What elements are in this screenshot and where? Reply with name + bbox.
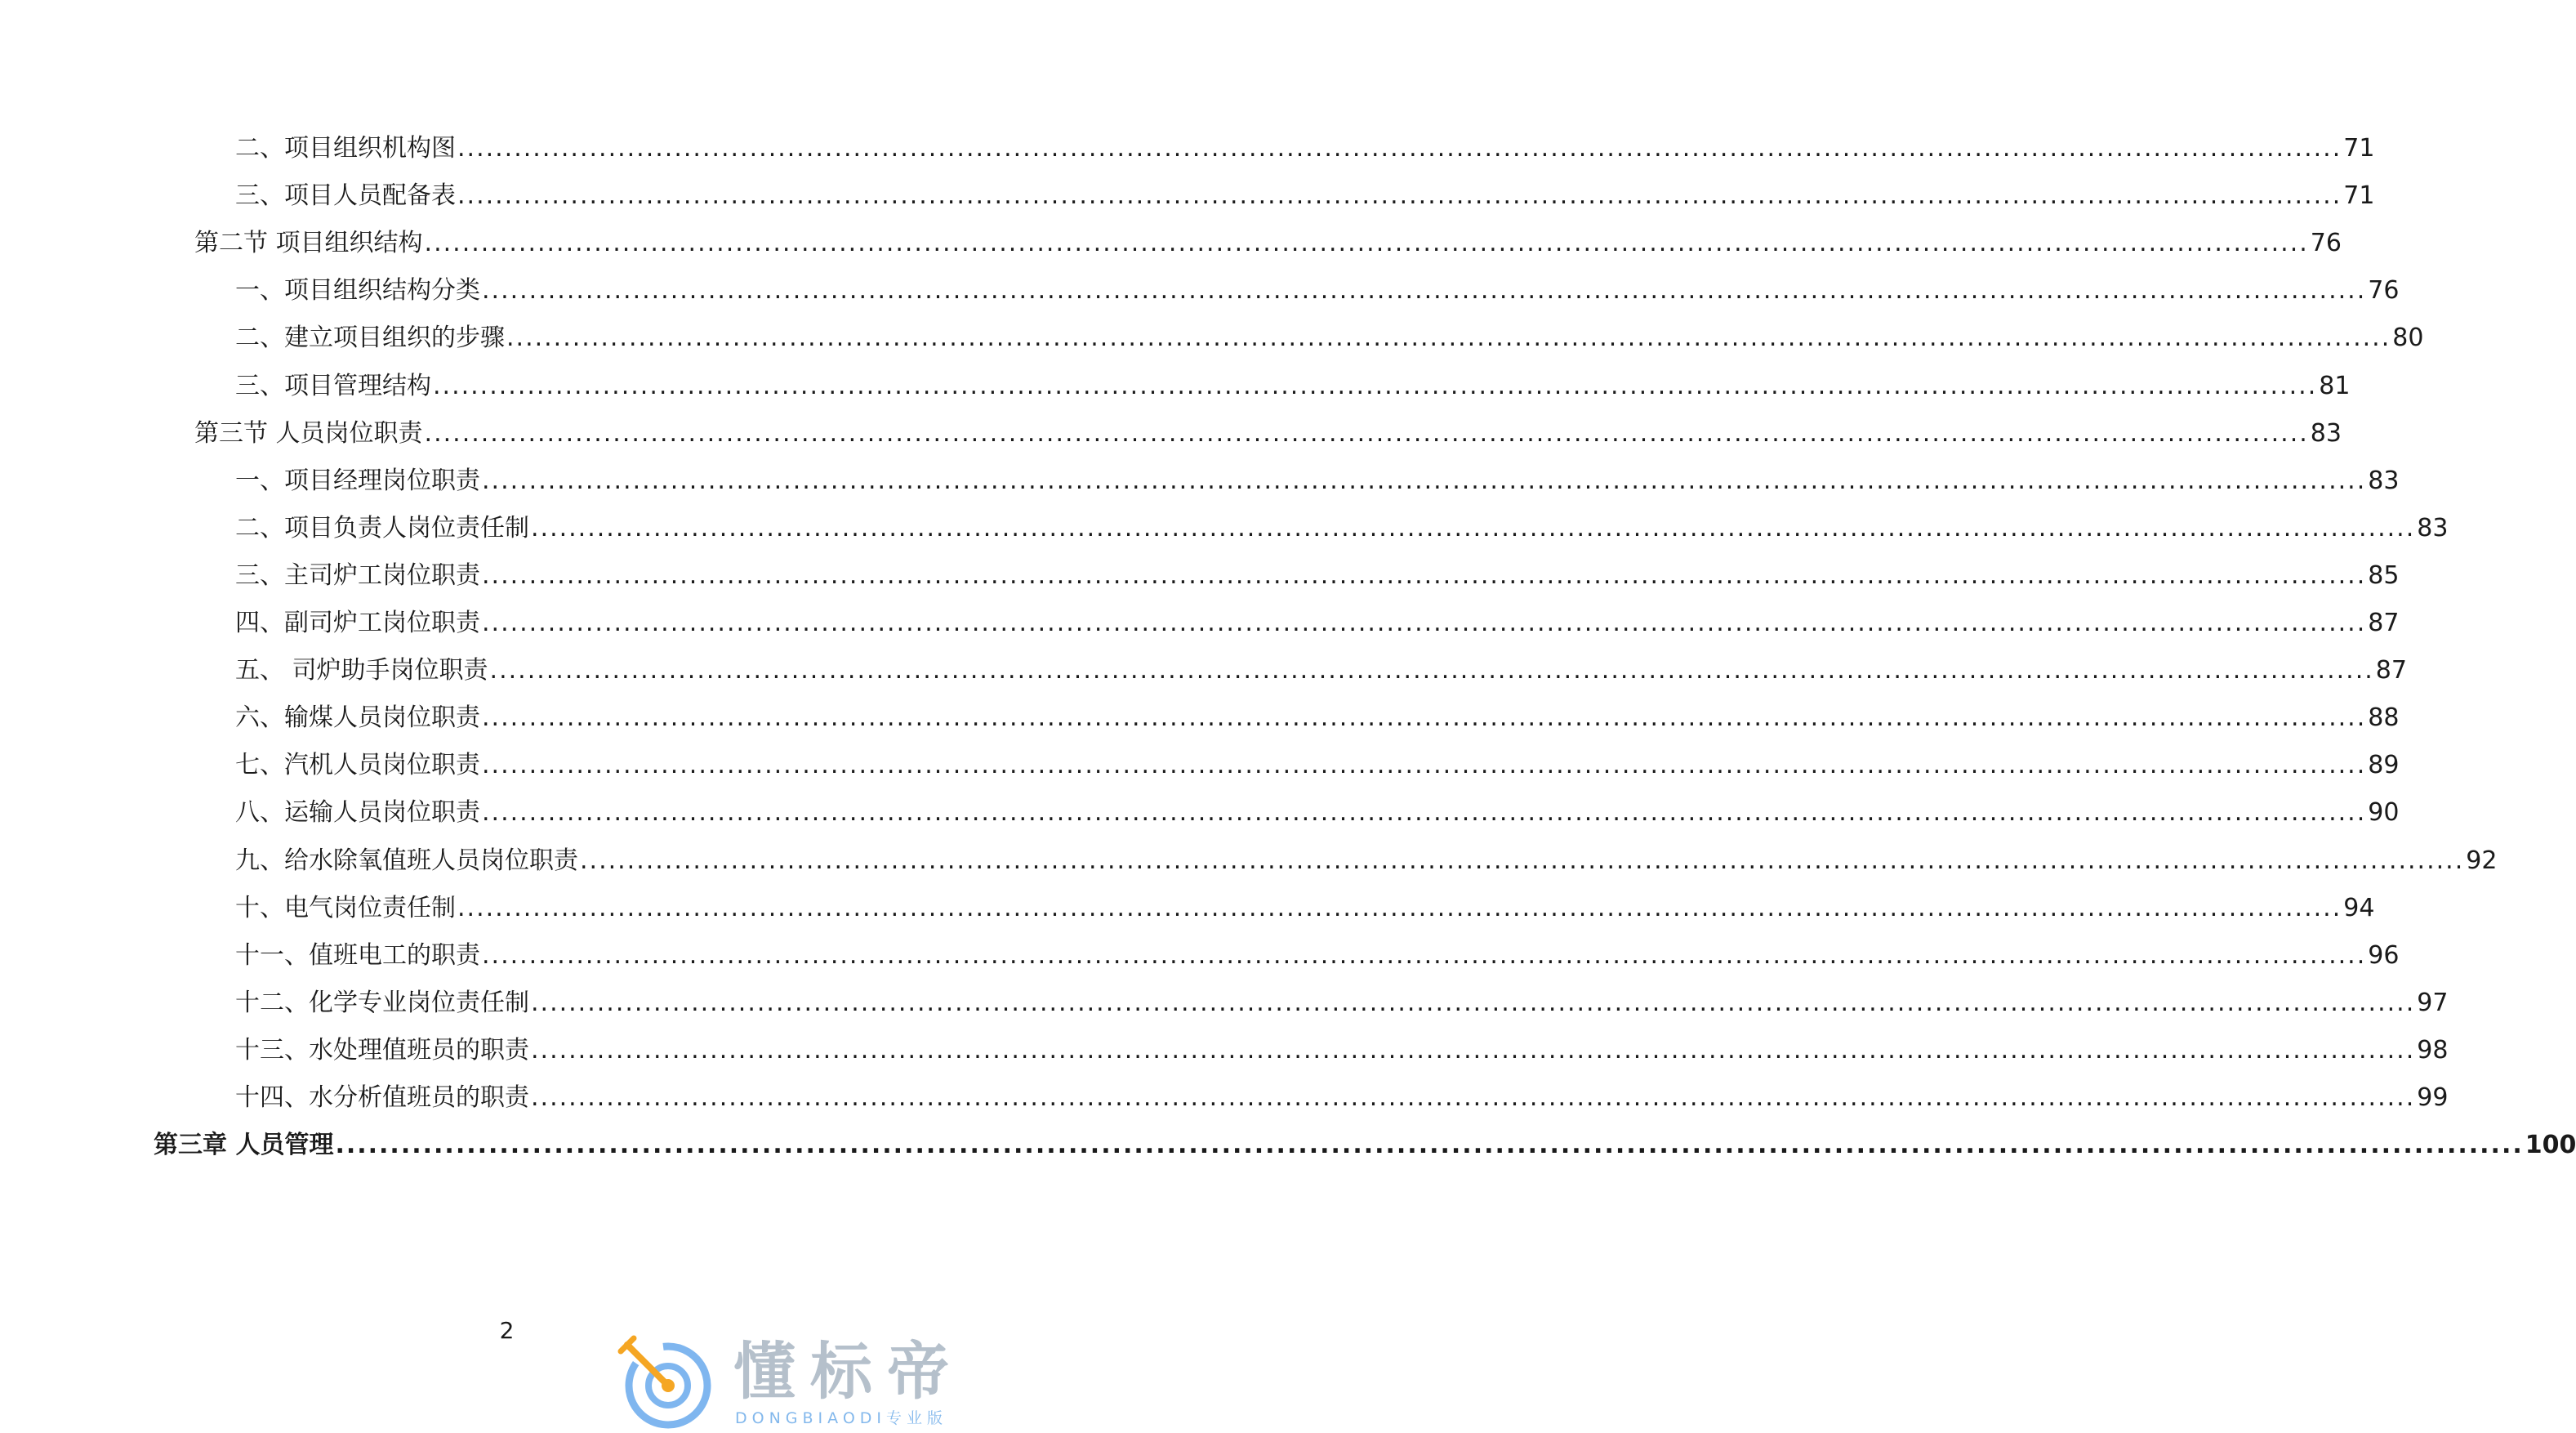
toc-entry-page: 71 bbox=[2343, 181, 2375, 210]
target-logo-icon bbox=[611, 1333, 712, 1430]
toc-entry-title: 十一、值班电工的职责 bbox=[235, 941, 480, 970]
toc-entry-page: 96 bbox=[2368, 941, 2400, 970]
toc-entry-page: 97 bbox=[2417, 989, 2449, 1017]
toc-entry-title: 十三、水处理值班员的职责 bbox=[235, 1036, 529, 1065]
toc-entry-page: 100 bbox=[2525, 1131, 2576, 1159]
toc-entry[interactable] bbox=[235, 560, 2400, 592]
toc-entry-title: 六、输煤人员岗位职责 bbox=[235, 703, 480, 732]
toc-entry-title: 二、建立项目组织的步骤 bbox=[235, 324, 505, 352]
toc-entry-title: 第三节 人员岗位职责 bbox=[194, 419, 423, 448]
toc-entry-title: 二、项目组织机构图 bbox=[235, 134, 456, 163]
toc-entry-page: 83 bbox=[2417, 514, 2449, 542]
toc-dot-leader: ........................................................................................................................................................................................................ bbox=[580, 846, 2465, 875]
toc-dot-leader: ........................................................................................................................................................................................................ bbox=[506, 324, 2391, 352]
toc-dot-leader: ........................................................................................................................................................................................................ bbox=[424, 229, 2309, 257]
toc-dot-leader: ........................................................................................................................................................................................................ bbox=[424, 419, 2309, 448]
toc-entry-page: 87 bbox=[2368, 609, 2400, 637]
toc-entry[interactable] bbox=[235, 512, 2449, 545]
toc-entry-page: 76 bbox=[2310, 229, 2342, 257]
toc-entry[interactable] bbox=[235, 1082, 2449, 1114]
toc-entry[interactable] bbox=[235, 987, 2449, 1020]
toc-entry[interactable] bbox=[235, 132, 2375, 165]
toc-dot-leader: ........................................................................................................................................................................................................ bbox=[489, 656, 2374, 685]
toc-entry-title: 一、项目组织结构分类 bbox=[235, 276, 480, 305]
toc-dot-leader: ........................................................................................................................................................................................................ bbox=[335, 1131, 2524, 1159]
toc-entry-page: 99 bbox=[2417, 1083, 2449, 1112]
toc-entry[interactable] bbox=[235, 702, 2400, 734]
toc-entry-title: 三、项目人员配备表 bbox=[235, 181, 456, 210]
toc-entry[interactable] bbox=[194, 227, 2342, 260]
toc-dot-leader: ........................................................................................................................................................................................................ bbox=[482, 751, 2367, 779]
toc-entry-title: 三、主司炉工岗位职责 bbox=[235, 561, 480, 590]
toc-entry-title: 五、 司炉助手岗位职责 bbox=[235, 656, 488, 685]
watermark bbox=[611, 1333, 995, 1430]
toc-entry[interactable] bbox=[235, 370, 2351, 403]
toc-entry-title: 十四、水分析值班员的职责 bbox=[235, 1083, 529, 1112]
toc-dot-leader: ........................................................................................................................................................................................................ bbox=[482, 703, 2367, 732]
toc-entry-page: 85 bbox=[2368, 561, 2400, 590]
toc-entry-title: 十二、化学专业岗位责任制 bbox=[235, 989, 529, 1017]
toc-entry[interactable] bbox=[235, 892, 2375, 925]
toc-entry-page: 90 bbox=[2368, 798, 2400, 827]
toc-entry-title: 八、运输人员岗位职责 bbox=[235, 798, 480, 827]
toc-entry-title: 第二节 项目组织结构 bbox=[194, 229, 423, 257]
toc-dot-leader: ........................................................................................................................................................................................................ bbox=[482, 798, 2367, 827]
toc-dot-leader: ........................................................................................................................................................................................................ bbox=[433, 372, 2318, 400]
toc-dot-leader: ........................................................................................................................................................................................................ bbox=[482, 561, 2367, 590]
toc-entry[interactable] bbox=[235, 940, 2400, 972]
toc-entry[interactable] bbox=[235, 275, 2400, 307]
toc-dot-leader: ........................................................................................................................................................................................................ bbox=[457, 181, 2342, 210]
toc-entry-title: 二、项目负责人岗位责任制 bbox=[235, 514, 529, 542]
toc-entry-page: 76 bbox=[2368, 276, 2400, 305]
toc-dot-leader: ........................................................................................................................................................................................................ bbox=[457, 134, 2342, 163]
toc-entry-page: 71 bbox=[2343, 134, 2375, 163]
toc-entry[interactable] bbox=[235, 749, 2400, 782]
toc-entry-title: 九、给水除氧值班人员岗位职责 bbox=[235, 846, 578, 875]
toc-dot-leader: ........................................................................................................................................................................................................ bbox=[482, 467, 2367, 495]
watermark-brand-name: 懂标帝 bbox=[733, 1335, 964, 1408]
toc-entry[interactable] bbox=[235, 607, 2400, 640]
toc-entry-page: 92 bbox=[2466, 846, 2498, 875]
toc-dot-leader: ........................................................................................................................................................................................................ bbox=[482, 276, 2367, 305]
toc-entry[interactable] bbox=[235, 1034, 2449, 1067]
toc-dot-leader: ........................................................................................................................................................................................................ bbox=[482, 609, 2367, 637]
toc-entry-title: 四、副司炉工岗位职责 bbox=[235, 609, 480, 637]
toc-entry-page: 81 bbox=[2319, 372, 2351, 400]
toc-entry[interactable] bbox=[235, 654, 2407, 687]
toc-entry-page: 98 bbox=[2417, 1036, 2449, 1065]
toc-entry-page: 88 bbox=[2368, 703, 2400, 732]
toc-entry[interactable] bbox=[194, 417, 2342, 450]
page-number: 2 bbox=[499, 1317, 515, 1344]
toc-entry[interactable] bbox=[154, 1129, 2576, 1162]
toc-dot-leader: ........................................................................................................................................................................................................ bbox=[531, 989, 2416, 1017]
toc-entry[interactable] bbox=[235, 465, 2400, 498]
toc-entry-page: 80 bbox=[2392, 324, 2424, 352]
toc-entry[interactable] bbox=[235, 845, 2498, 877]
toc-entry-title: 七、汽机人员岗位职责 bbox=[235, 751, 480, 779]
toc-entry-page: 89 bbox=[2368, 751, 2400, 779]
toc-entry[interactable] bbox=[235, 797, 2400, 829]
toc-entry-page: 87 bbox=[2375, 656, 2407, 685]
toc-dot-leader: ........................................................................................................................................................................................................ bbox=[482, 941, 2367, 970]
toc-dot-leader: ........................................................................................................................................................................................................ bbox=[531, 514, 2416, 542]
toc-entry[interactable] bbox=[235, 322, 2424, 355]
toc-entry-page: 83 bbox=[2368, 467, 2400, 495]
toc-dot-leader: ........................................................................................................................................................................................................ bbox=[531, 1036, 2416, 1065]
toc-entry-title: 三、项目管理结构 bbox=[235, 372, 431, 400]
toc-dot-leader: ........................................................................................................................................................................................................ bbox=[457, 894, 2342, 922]
toc-entry-page: 83 bbox=[2310, 419, 2342, 448]
toc-entry[interactable] bbox=[235, 180, 2375, 212]
toc-entry-title: 十、电气岗位责任制 bbox=[235, 894, 456, 922]
toc-dot-leader: ........................................................................................................................................................................................................ bbox=[531, 1083, 2416, 1112]
toc-entry-title: 第三章 人员管理 bbox=[154, 1131, 334, 1159]
toc-entry-page: 94 bbox=[2343, 894, 2375, 922]
watermark-subtitle: DONGBIAODI专业版 bbox=[735, 1409, 948, 1427]
toc-entry-title: 一、项目经理岗位职责 bbox=[235, 467, 480, 495]
